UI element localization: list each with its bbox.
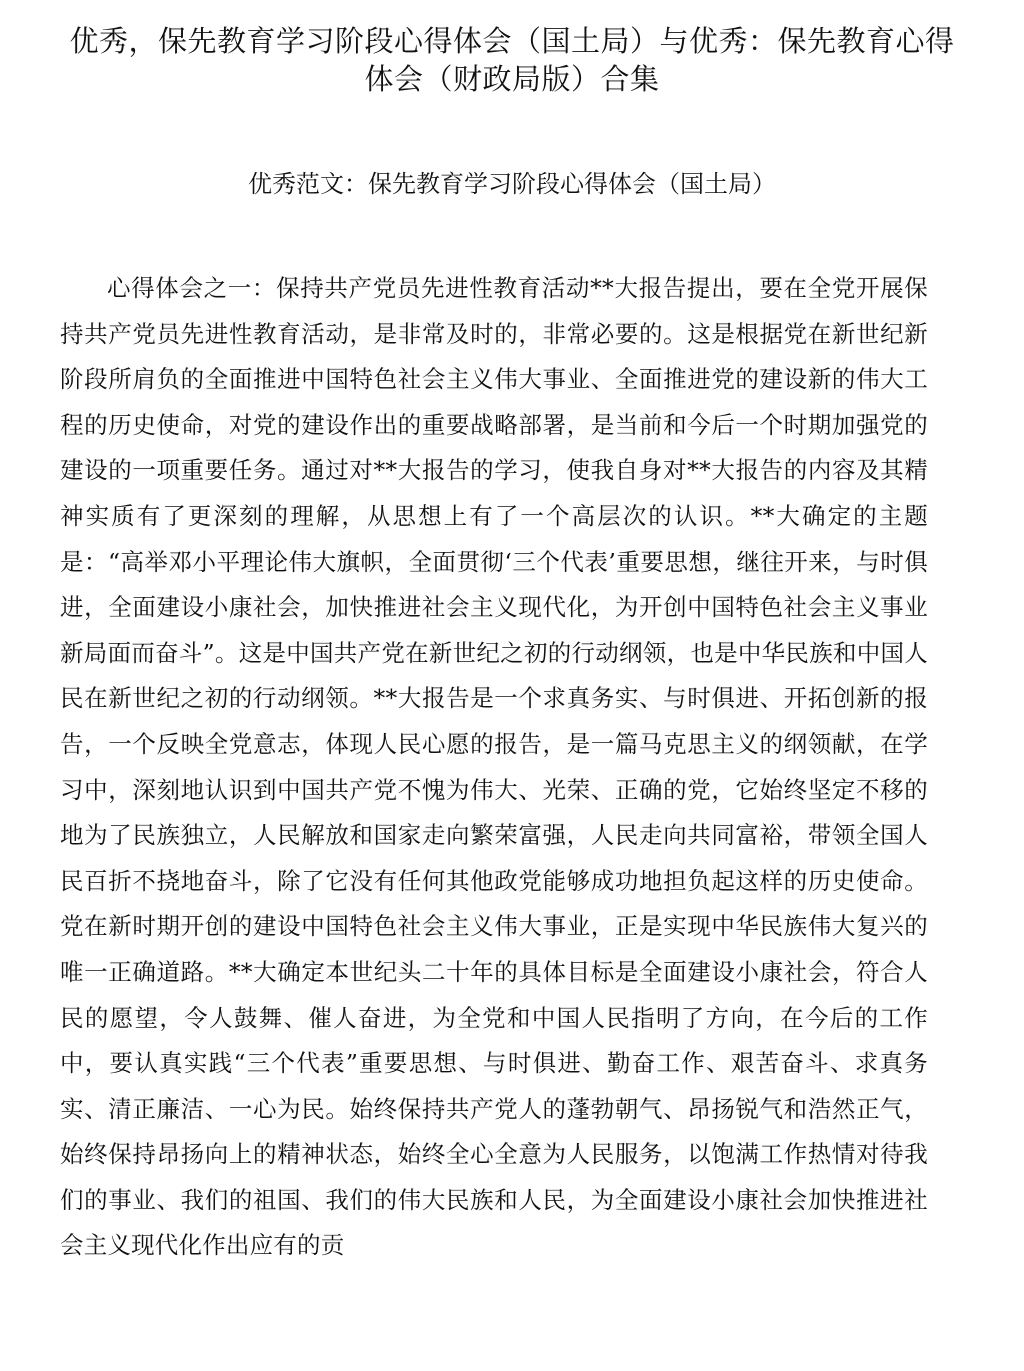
document-title: 优秀，保先教育学习阶段心得体会（国土局）与优秀：保先教育心得体会（财政局版）合集 — [69, 24, 955, 96]
body-paragraph: 心得体会之一：保持共产党员先进性教育活动**大报告提出，要在全党开展保持共产党员先进性教育活动，是非常及时的，非常必要的。这是根据党在新世纪新阶段所肩负的全面推进中国特色社会主义伟大事业、全面推进党的建设新的伟大工程的历史使命，对党的建设作出的重要战略部署，是当前和今后一个时期加强党的建设的一项重要任务。通过对**大报告的学习，使我自身对**大报告的内容及其精神实质有了更深刻的理解，从思想上有了一个高层次的认识。**大确定的主题是：“高举邓小平理论伟大旗帜，全面贯彻‘三个代表’重要思想，继往开来，与时俱进，全面建设小康社会，加快推进社会主义现代化，为开创中国特色社会主义事业新局面而奋斗”。这是中国共产党在新世纪之初的行动纲领，也是中华民族和中国人民在新世纪之初的行动纲领。**大报告是一个求真务实、与时俱进、开拓创新的报告，一个反映全党意志，体现人民心愿的报告，是一篇马克思主义的纲领献，在学习中，深刻地认识到中国共产党不愧为伟大、光荣、正确的党，它始终坚定不移的地为了民族独立，人民解放和国家走向繁荣富强，人民走向共同富裕，带领全国人民百折不挠地奋斗，除了它没有任何其他政党能够成功地担负起这样的历史使命。党在新时期开创的建设中国特色社会主义伟大事业，正是实现中华民族伟大复兴的唯一正确道路。**大确定本世纪头二十年的具体目标是全面建设小康社会，符合人民的愿望，令人鼓舞、催人奋进，为全党和中国人民指明了方向，在今后的工作中，要认真实践“三个代表”重要思想、与时俱进、勤奋工作、艰苦奋斗、求真务实、清正廉洁、一心为民。始终保持共产党人的蓬勃朝气、昂扬锐气和浩然正气，始终保持昂扬向上的精神状态，始终全心全意为人民服务，以饱满工作热情对待我们的事业、我们的祖国、我们的伟大民族和人民，为全面建设小康社会加快推进社会主义现代化作出应有的贡 — [60, 274, 928, 1260]
document-subtitle: 优秀范文：保先教育学习阶段心得体会（国土局） — [248, 170, 776, 198]
